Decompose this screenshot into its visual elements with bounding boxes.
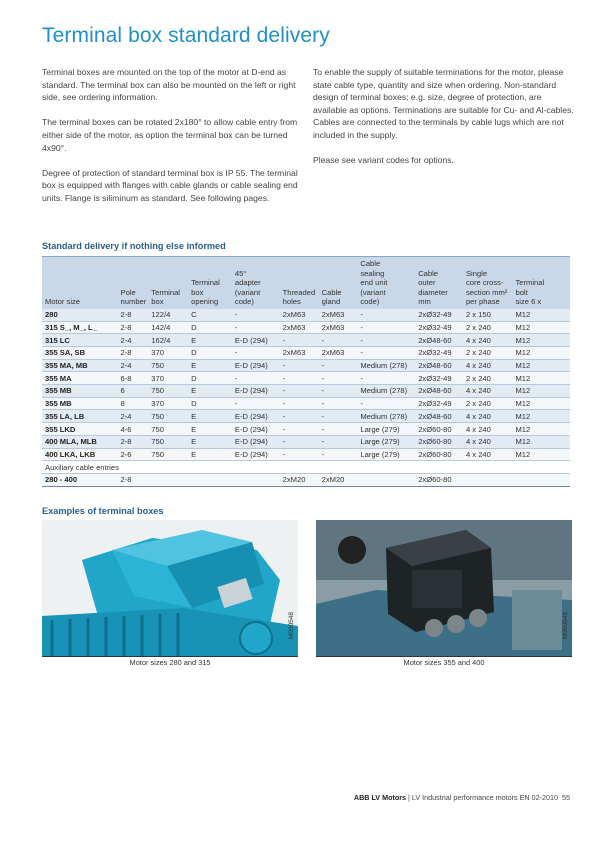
table-cell: E-D (294) <box>232 334 280 347</box>
table-cell <box>463 473 513 486</box>
table-cell: E-D (294) <box>232 435 280 448</box>
table-row <box>42 359 570 372</box>
table-row <box>42 347 570 360</box>
table-cell <box>232 473 280 486</box>
table-cell: - <box>232 397 280 410</box>
table-cell: M12 <box>512 397 570 410</box>
column-header-line: (variant <box>234 287 261 297</box>
table-cell: 370 <box>148 397 188 410</box>
table-cell: - <box>280 334 319 347</box>
motor-size-cell: 355 MB <box>42 397 118 410</box>
table-cell: 2 x 240 <box>463 372 513 385</box>
intro-paragraph: The terminal boxes can be rotated 2x180° to allow cable entry from either side of the motor, as option the terminal box can be turned 4x90°. <box>42 117 298 153</box>
column-header-line: Terminal <box>515 278 545 288</box>
table-cell: - <box>319 334 358 347</box>
table-cell: 2-8 <box>118 435 149 448</box>
motor-size-cell: 355 MA <box>42 372 118 385</box>
table-cell: M12 <box>512 372 570 385</box>
table-cell: 2xM63 <box>319 321 358 334</box>
column-header <box>512 257 570 309</box>
column-header-line: Cable <box>321 287 342 297</box>
column-header-line: per phase <box>465 297 500 307</box>
terminal-box-table <box>42 256 570 487</box>
table-cell: - <box>319 372 358 385</box>
motor-size-cell: 315 LC <box>42 334 118 347</box>
aux-label: Auxiliary cable entries <box>42 461 570 474</box>
table-cell: Large (279) <box>357 435 415 448</box>
table-cell: 4 x 240 <box>463 448 513 461</box>
table-cell <box>512 473 570 486</box>
table-cell: 2xØ32-49 <box>415 321 463 334</box>
table-cell: 2xM20 <box>280 473 319 486</box>
table-cell: Medium (278) <box>357 385 415 398</box>
photo-caption: Motor sizes 355 and 400 <box>316 656 572 668</box>
table-cell: 750 <box>148 435 188 448</box>
table-cell: - <box>280 359 319 372</box>
table-cell: Large (279) <box>357 448 415 461</box>
table-cell: - <box>232 309 280 321</box>
table-row <box>42 473 570 486</box>
table-cell: 2-8 <box>118 347 149 360</box>
table-cell <box>357 473 415 486</box>
table-cell: D <box>188 372 232 385</box>
column-header-line: holes <box>282 297 301 307</box>
table-cell: E <box>188 385 232 398</box>
table-header-row <box>42 257 570 309</box>
table-row <box>42 397 570 410</box>
table-cell: 2-8 <box>118 321 149 334</box>
table-cell: - <box>357 334 415 347</box>
table-cell: M12 <box>512 321 570 334</box>
table-cell: 750 <box>148 410 188 423</box>
table-cell: E-D (294) <box>232 423 280 436</box>
table-cell: 370 <box>148 372 188 385</box>
table-cell: M12 <box>512 309 570 321</box>
motor-size-cell: 280 - 400 <box>42 473 118 486</box>
table-cell: - <box>280 372 319 385</box>
table-cell: 2xØ48-60 <box>415 385 463 398</box>
column-header <box>42 257 118 309</box>
footer-text: | LV Industrial performance motors EN 02-2010 <box>406 793 558 802</box>
column-header-line: Cable <box>418 268 439 278</box>
table-cell: Medium (278) <box>357 410 415 423</box>
table-cell: - <box>357 397 415 410</box>
table-cell: 2xM63 <box>319 309 358 321</box>
table-cell: 2xØ60-80 <box>415 473 463 486</box>
aux-label-row <box>42 461 570 474</box>
table-cell: - <box>357 347 415 360</box>
table-cell: E <box>188 334 232 347</box>
column-header-line: size 6 x <box>515 297 542 307</box>
photo-code: M000548 <box>288 612 295 640</box>
table-cell: - <box>232 347 280 360</box>
table-cell: 2-4 <box>118 410 149 423</box>
table-cell: 2xM63 <box>280 321 319 334</box>
table-cell: M12 <box>512 347 570 360</box>
motor-size-cell: 280 <box>42 309 118 321</box>
motor-size-cell: 315 S_, M_, L_ <box>42 321 118 334</box>
table-row <box>42 385 570 398</box>
table-cell <box>188 473 232 486</box>
motor-size-cell: 400 LKA, LKB <box>42 448 118 461</box>
column-header <box>280 257 319 309</box>
column-header-line: 45° <box>234 268 247 278</box>
table-cell: M12 <box>512 448 570 461</box>
table-cell: 4 x 240 <box>463 385 513 398</box>
column-header-line: outer <box>418 278 436 288</box>
intro-left-column <box>42 66 304 217</box>
table-cell: E-D (294) <box>232 410 280 423</box>
table-cell: 2xØ60-80 <box>415 435 463 448</box>
table-row <box>42 435 570 448</box>
photo-caption: Motor sizes 280 and 315 <box>42 656 298 668</box>
table-body <box>42 309 570 486</box>
table-cell: 750 <box>148 423 188 436</box>
column-header-line: Terminal <box>191 278 220 288</box>
examples-heading: Examples of terminal boxes <box>42 506 164 516</box>
column-header-line: adapter <box>234 278 261 288</box>
table-cell: - <box>357 321 415 334</box>
terminal-box-photo-280-315 <box>42 520 298 656</box>
motor-size-cell: 355 LA, LB <box>42 410 118 423</box>
table-cell: Large (279) <box>357 423 415 436</box>
table-cell: M12 <box>512 334 570 347</box>
column-header-line: opening <box>191 297 219 307</box>
table-cell: 2xØ48-60 <box>415 410 463 423</box>
intro-paragraph: To enable the supply of suitable terminations for the motor, please state cable type, quantity and size when ordering. Non-standard design of terminal boxes; e.g. size, degree of protection, are available as options. Terminations are suitable for Cu- and Al-cables. Cables are connected to the terminals by cable lugs which are not included in the supply. <box>313 67 574 140</box>
table-cell: 122/4 <box>148 309 188 321</box>
table-cell: M12 <box>512 423 570 436</box>
column-header-line: Threaded <box>282 287 316 297</box>
table-cell: 2xØ48-60 <box>415 359 463 372</box>
table-row <box>42 334 570 347</box>
column-header-line: code) <box>234 297 254 307</box>
table-cell: 2-6 <box>118 448 149 461</box>
table-cell: 2 x 240 <box>463 347 513 360</box>
table-cell: 2xØ32-49 <box>415 347 463 360</box>
table-cell: 2xØ32-49 <box>415 309 463 321</box>
column-header-line: bolt <box>515 287 528 297</box>
table-cell: 2 x 240 <box>463 397 513 410</box>
table-cell: 2 x 240 <box>463 321 513 334</box>
intro-paragraph: Degree of protection of standard terminal box is IP 55. The terminal box is equipped with flanges with cable glands or cable sealing end units. Flange is siliminum as standard. See following pages. <box>42 167 298 203</box>
column-header-line: diameter <box>418 287 448 297</box>
column-header-line: gland <box>321 297 341 307</box>
table-cell: - <box>357 309 415 321</box>
column-header <box>148 257 188 309</box>
table-cell: E <box>188 359 232 372</box>
table-cell: 750 <box>148 448 188 461</box>
column-header <box>232 257 280 309</box>
table-cell: 4 x 240 <box>463 410 513 423</box>
column-header-line: box <box>191 287 204 297</box>
table-cell: - <box>280 410 319 423</box>
column-header <box>415 257 463 309</box>
table-cell: 2-8 <box>118 473 149 486</box>
table-cell: M12 <box>512 359 570 372</box>
terminal-box-photo-355-400 <box>316 520 572 656</box>
table-cell: 750 <box>148 385 188 398</box>
page-title: Terminal box standard delivery <box>42 24 330 47</box>
table-cell: 2xØ60-80 <box>415 423 463 436</box>
column-header <box>463 257 513 309</box>
table-cell: 2xM20 <box>319 473 358 486</box>
column-header-line: Cable <box>360 259 381 268</box>
table-cell: 2xM63 <box>280 309 319 321</box>
table-cell: - <box>319 448 358 461</box>
column-header <box>188 257 232 309</box>
column-header-line: Terminal <box>151 287 180 297</box>
table-cell: - <box>280 385 319 398</box>
table-cell: 2xM63 <box>319 347 358 360</box>
table-cell: 8 <box>118 397 149 410</box>
table-cell: 2xM63 <box>280 347 319 360</box>
table-cell: - <box>319 435 358 448</box>
column-header-line: end unit <box>360 278 388 288</box>
table-cell: - <box>319 410 358 423</box>
table-row <box>42 321 570 334</box>
motor-size-cell: 355 MB <box>42 385 118 398</box>
table-cell: - <box>319 423 358 436</box>
column-header-line: box <box>151 297 164 307</box>
motor-size-cell: 355 MA, MB <box>42 359 118 372</box>
table-cell: 4 x 240 <box>463 359 513 372</box>
footer-brand: ABB LV Motors <box>353 793 407 802</box>
table-cell: 2-8 <box>118 309 149 321</box>
column-header-line: core cross- <box>465 278 504 288</box>
table-cell: M12 <box>512 435 570 448</box>
table-row <box>42 309 570 321</box>
table-cell: E <box>188 435 232 448</box>
table-cell: M12 <box>512 410 570 423</box>
table-cell: M12 <box>512 385 570 398</box>
column-header-line: number <box>120 297 147 307</box>
table-cell: E <box>188 423 232 436</box>
column-header-line: Motor size <box>45 297 81 307</box>
table-cell: - <box>319 385 358 398</box>
table-cell: D <box>188 321 232 334</box>
table-cell: E-D (294) <box>232 448 280 461</box>
column-header <box>357 257 415 309</box>
table-heading: Standard delivery if nothing else informed <box>42 241 226 251</box>
column-header-line: section mm² <box>465 287 508 297</box>
column-header-line: Single <box>465 268 488 278</box>
table-cell: 4 x 240 <box>463 423 513 436</box>
intro-paragraph: Terminal boxes are mounted on the top of the motor at D-end as standard. The terminal box can also be mounted on the left or right side, see ordering information. <box>42 67 296 103</box>
intro-paragraph: Please see variant codes for options. <box>313 155 454 166</box>
column-header <box>118 257 149 309</box>
column-header-line: mm <box>418 297 431 307</box>
column-header-line: code) <box>360 297 380 307</box>
table-cell: - <box>280 448 319 461</box>
motor-size-cell: 355 SA, SB <box>42 347 118 360</box>
table-cell: - <box>280 397 319 410</box>
table-cell: Medium (278) <box>357 359 415 372</box>
table-cell: - <box>319 359 358 372</box>
table-cell: 2xØ48-60 <box>415 334 463 347</box>
table-cell: C <box>188 309 232 321</box>
table-cell: - <box>232 321 280 334</box>
table-cell: 4-6 <box>118 423 149 436</box>
table-cell: 2xØ32-49 <box>415 397 463 410</box>
table-row <box>42 410 570 423</box>
table-cell: 4 x 240 <box>463 435 513 448</box>
intro-right-column <box>313 66 575 179</box>
table-cell: 2-4 <box>118 334 149 347</box>
table-cell: D <box>188 347 232 360</box>
column-header-line: (variant <box>360 287 386 297</box>
table-cell: D <box>188 397 232 410</box>
table-cell: - <box>232 372 280 385</box>
page-footer <box>354 793 570 802</box>
column-header-line: Pole <box>120 287 136 297</box>
table-cell: 142/4 <box>148 321 188 334</box>
motor-size-cell: 400 MLA, MLB <box>42 435 118 448</box>
table-cell: E-D (294) <box>232 385 280 398</box>
table-cell: E <box>188 410 232 423</box>
column-header-line: sealing <box>360 268 385 278</box>
column-header <box>319 257 358 309</box>
table-row <box>42 423 570 436</box>
table-cell <box>148 473 188 486</box>
motor-size-cell: 355 LKD <box>42 423 118 436</box>
table-cell: 2xØ60-80 <box>415 448 463 461</box>
table-cell: 4 x 240 <box>463 334 513 347</box>
table-cell: E <box>188 448 232 461</box>
table-cell: 2 x 150 <box>463 309 513 321</box>
table-cell: - <box>357 372 415 385</box>
table-cell: 2-4 <box>118 359 149 372</box>
table-cell: E-D (294) <box>232 359 280 372</box>
table-cell: - <box>319 397 358 410</box>
table-cell: 162/4 <box>148 334 188 347</box>
table-cell: - <box>280 423 319 436</box>
page-number: 55 <box>562 793 570 802</box>
table-cell: 6 <box>118 385 149 398</box>
table-cell: 6-8 <box>118 372 149 385</box>
table-cell: 370 <box>148 347 188 360</box>
table-cell: 2xØ32-49 <box>415 372 463 385</box>
table-row <box>42 448 570 461</box>
photo-code: M000549 <box>562 612 569 640</box>
table-cell: - <box>280 435 319 448</box>
table-row <box>42 372 570 385</box>
table-cell: 750 <box>148 359 188 372</box>
